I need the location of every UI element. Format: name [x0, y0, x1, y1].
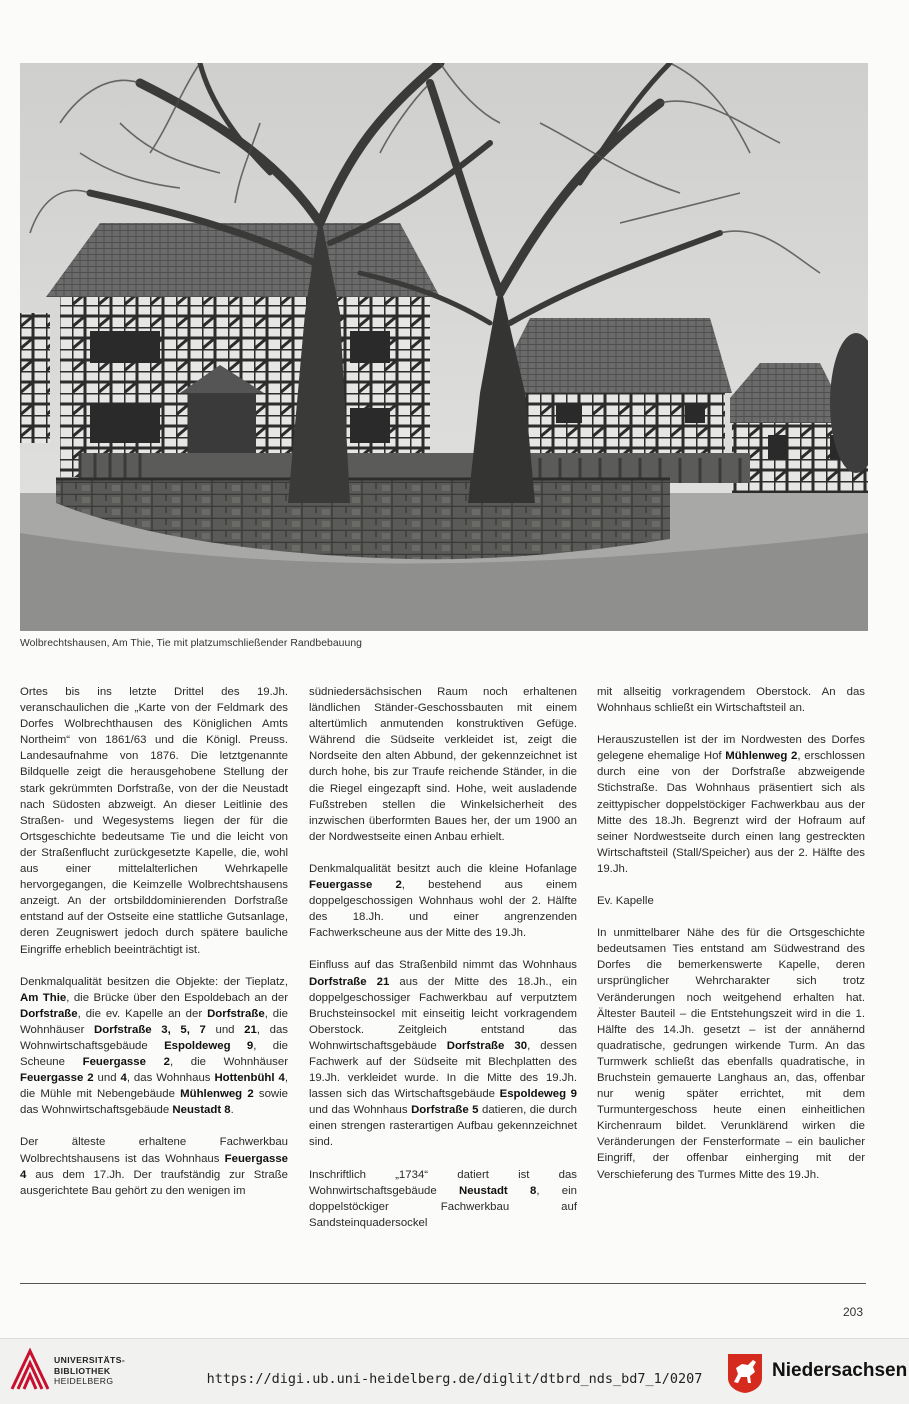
text-run: Einfluss auf das Straßenbild nimmt das Wohnhaus [309, 959, 577, 972]
text-run: , ein doppelstöckiger Fachwerkbau auf Sandsteinquadersockel [309, 1184, 577, 1229]
text-run: , das Wohnhaus [126, 1072, 215, 1085]
monument-reference: Dorfstraße 5 [411, 1104, 479, 1117]
text-run: südniedersächsischen Raum noch erhaltenen ländlichen Ständer-Geschossbauten mit einem altertümlich anmutenden konstruktiven Gefüge. Während die Südseite verkleidet ist, zeigt die Nordseite den alten Abbund, der gekennzeichnet ist durch hohe, bis zur Traufe reichende Ständer, in die die Riegel eingezapft sind. Hohe, weit ausladende Fußstreben stellen die Winkelsicherheit des inzwischen überformten Baues her, der um 1900 an der Nordwestseite einen Anbau erhielt. [309, 686, 577, 843]
text-run: sowie das Wohnwirtschaftsgebäude [20, 1088, 289, 1117]
text-column-2 [309, 684, 577, 1247]
paragraph [309, 861, 577, 941]
text-run: . [230, 1104, 234, 1117]
text-run: In unmittelbarer Nähe des für die Ortsgeschichte bedeutsamen Ties entstand am Südwestrand des Dorfes die bemerkenswerte Kapelle, deren ursprünglicher Wehrcharakter sich trotz Veränderungen noch weitgehend erhalten hat. Ältester Bauteil – die Entstehungszeit wird in die 1. Hälfte des 14.Jh. gesetzt – ist der annähernd quadratische, gedrungen wirkende Turm. An das Turmwerk schließt das ebenfalls quadratische, in Bruchstein gemauerte Langhaus an, das, offenbar nur wenig später errichtet, mit dem Turmuntergeschoss heute einen einheitlichen Kirchenraum bildet. Verunklärend wirken die Veränderungen der Fensterformate – ein baulicher Eingriff, der offenbar einherging mit der Verschieferung des Turmes Mitte des 19.Jh. [597, 927, 865, 1181]
paragraph [597, 925, 865, 1183]
text-run: und [93, 1072, 121, 1085]
monument-reference: Am Thie [20, 991, 67, 1004]
monument-reference: Dorfstraße 21 [309, 975, 390, 988]
text-run: , die Scheune [20, 1039, 288, 1069]
street-photo [20, 63, 868, 631]
paragraph [309, 957, 577, 1150]
library-name-line1: UNIVERSITÄTS- [54, 1355, 126, 1365]
monument-reference: Neustadt 8 [172, 1104, 231, 1117]
text-run: Denkmalqualität besitzt auch die kleine Hofanlage [309, 862, 577, 875]
monument-reference: Dorfstraße [207, 1007, 265, 1020]
monument-reference: Espoldeweg 9 [164, 1039, 254, 1052]
text-run: , die Wohnhäuser [169, 1056, 288, 1069]
text-run: , die Brücke über den Espoldebach an der [66, 991, 288, 1004]
text-run: , dessen Fachwerk auf der Südseite mit Blechplatten des 19.Jh. verkleidet wurde. In die Mitte des 19.Jh. lassen sich das Wirtschaftsgebäude [309, 1039, 578, 1101]
library-name-line2: BIBLIOTHEK [54, 1365, 111, 1376]
text-run: aus dem 17.Jh. Der traufständig zur Straße ausgerichtete Bau gehört zu den wenigen im [20, 1168, 288, 1197]
paragraph [309, 1167, 577, 1231]
text-run: und [205, 1023, 245, 1036]
footer-bar [0, 1338, 909, 1404]
paragraph [20, 974, 288, 1119]
monument-reference: Dorfstraße 3, 5, 7 [94, 1023, 206, 1036]
monument-reference: Dorfstraße 30 [446, 1039, 528, 1052]
paragraph [309, 684, 577, 845]
text-run: Ortes bis ins letzte Drittel des 19.Jh. veranschaulichen die „Karte von der Feldmark des Dorfes Wolbrechthausen des Königlichen Amts Northeim“ von 1861/63 und die Königl. Preuss. Landesaufnahme von 1876. Die letztgenannte Bildquelle zeigt die herausgehobene Stellung der stark gekrümmten Dorfstraße, von der die Neustadt nach Südosten abzweigt. An dieser Leitlinie des Straßen- und Wegesystems liegen der für die Ortsgeschichte bedeutsame Tie und die leicht von der Straßenflucht zurückgesetzte Kapelle, die, wohl aus einer mittelalterlichen Wehrkapelle hervorgegangen, die Keimzelle Wolbrechtshausens anzeigt. An der ortsbilddominierenden Dorfstraße entstand auf der Ostseite eine stattliche Gutsanlage, deren Zeugniswert jedoch durch spätere bauliche Eingriffe erheblich beeinträchtigt ist. [20, 686, 288, 956]
monument-reference: Espoldeweg 9 [499, 1088, 577, 1101]
text-run: , das Wohnwirtschaftsgebäude [20, 1023, 288, 1052]
document-url[interactable]: https://digi.ub.uni-heidelberg.de/diglit/dtbrd_nds_bd7_1/0207 [206, 1371, 703, 1387]
monument-reference: Neustadt 8 [458, 1184, 537, 1197]
text-column-1 [20, 684, 288, 1215]
monument-reference: Dorfstraße [20, 1007, 78, 1020]
monument-reference: Feuergasse 2 [82, 1056, 170, 1069]
text-run: , erschlossen durch eine von der Dorfstraße abzweigende Stichstraße. Das Wohnhaus präsentiert sich als zeittypischer doppelstöckiger Fachwerkbau aus der Mitte des 18.Jh. Begrenzt wird der Hofraum auf seiner Nordwestseite durch einen lang gestreckten Wirtschaftsteil (Stall/Speicher) aus der 2. Hälfte des 19.Jh. [597, 750, 866, 875]
photo-illustration [20, 63, 868, 631]
text-run: Inschriftlich „1734“ datiert ist das Wohnwirtschaftsgebäude [309, 1168, 577, 1197]
text-run: und das Wohnhaus [309, 1104, 412, 1117]
monument-reference: Feuergasse 4 [20, 1152, 288, 1181]
text-run: , die Wohnhäuser [20, 1007, 288, 1036]
monument-reference: 21 [244, 1023, 257, 1036]
paragraph [20, 1134, 288, 1198]
text-run: , bestehend aus einem doppelgeschossigen Wohnhaus wohl der 2. Hälfte des 18.Jh. und einer angrenzenden Fachwerkscheune aus der Mitte des 19.Jh. [309, 879, 577, 940]
section-heading [597, 893, 865, 909]
footer-rule [20, 1283, 866, 1284]
text-run: , die Mühle mit Nebengebäude [20, 1072, 288, 1101]
monument-reference: 4 [120, 1072, 127, 1085]
paragraph [597, 684, 865, 716]
text-run: aus der Mitte des 18.Jh., ein doppelgeschossiger Fachwerkbau auf verputztem Bruchsteinsockel mit einseitig leicht vorkragendem Oberstock. Zeitgleich entstand das Wohnwirtschaftsgebäude [309, 975, 578, 1052]
text-run: Der älteste erhaltene Fachwerkbau Wolbrechtshausens ist das Wohnhaus [20, 1136, 288, 1165]
text-column-3 [597, 684, 865, 1199]
library-name-line3: HEIDELBERG [54, 1376, 114, 1386]
page-number: 203 [842, 1305, 863, 1319]
text-run: , die ev. Kapelle an der [77, 1007, 208, 1020]
text-run: Herauszustellen ist der im Nordwesten des Dorfes gelegene ehemalige Hof [597, 734, 865, 763]
photo-caption: Wolbrechtshausen, Am Thie, Tie mit platzumschließender Randbebauung [20, 638, 363, 649]
paragraph [20, 684, 288, 958]
monument-reference: Feuergasse 2 [309, 879, 402, 892]
monument-reference: Feuergasse 2 [20, 1072, 94, 1085]
paragraph [597, 732, 865, 877]
state-name[interactable]: Niedersachsen [772, 1360, 908, 1381]
text-run: datieren, die durch einen strengen rasterartigen Aufbau gekennzeichnet sind. [309, 1104, 577, 1149]
monument-reference: Mühlenweg 2 [180, 1088, 254, 1101]
niedersachsen-horse-icon[interactable] [726, 1352, 764, 1394]
monument-reference: Hottenbühl 4 [214, 1072, 285, 1085]
monument-reference: Mühlenweg 2 [725, 750, 798, 763]
text-run: Denkmalqualität besitzen die Objekte: der Tieplatz, [20, 975, 288, 988]
text-run: mit allseitig vorkragendem Oberstock. An das Wohnhaus schließt ein Wirtschaftsteil an. [597, 686, 865, 715]
text-run: Ev. Kapelle [597, 895, 654, 908]
